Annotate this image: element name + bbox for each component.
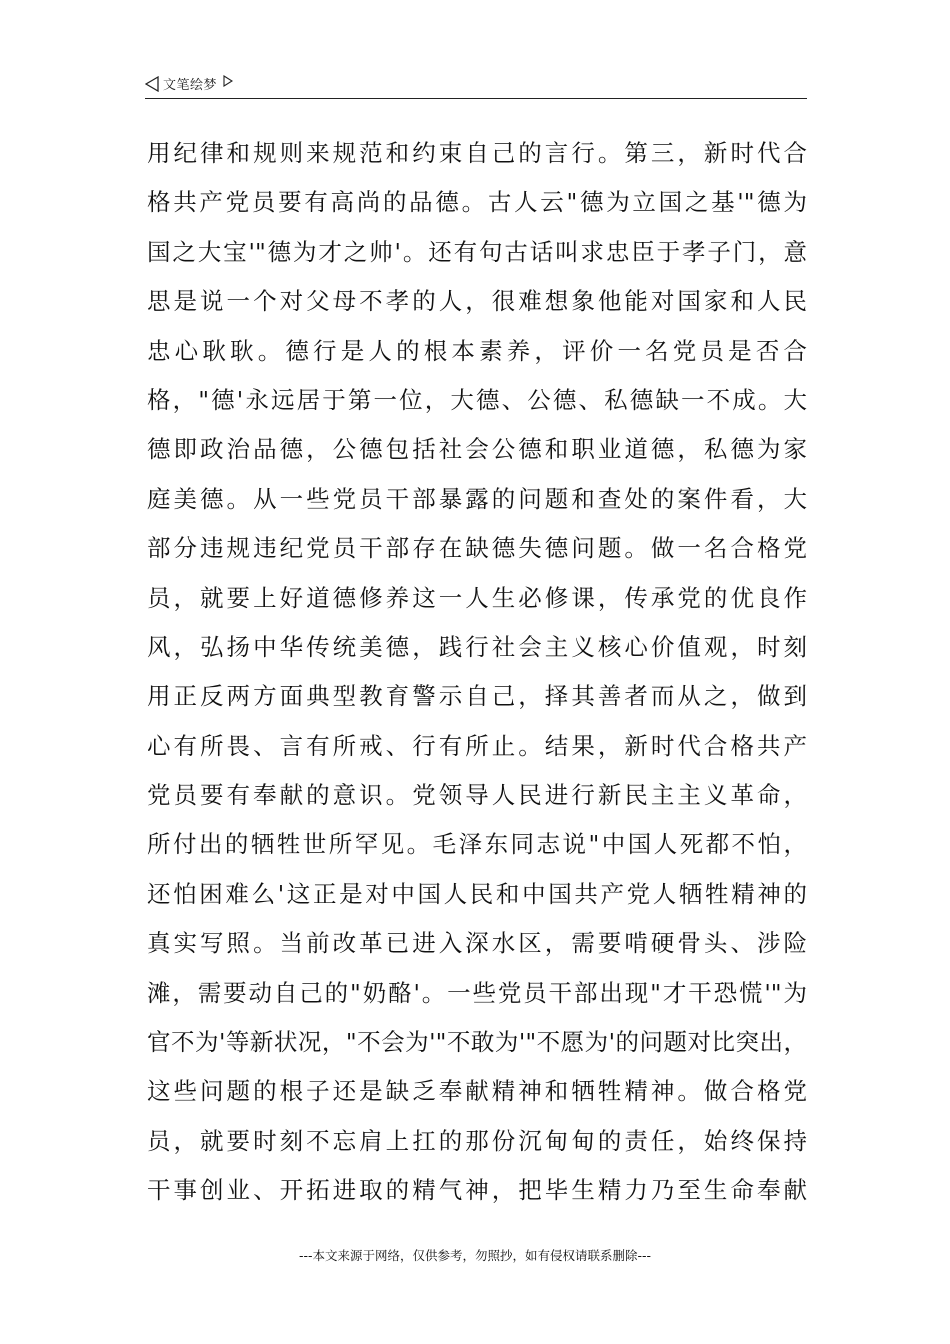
text-line: 所付出的牺牲世所罕见。毛泽东同志说"中国人死都不怕， — [147, 830, 807, 859]
right-triangle-icon — [223, 75, 233, 87]
page-footer: ---本文来源于网络，仅供参考，勿照抄，如有侵权请联系删除--- — [298, 1248, 652, 1263]
text-line: 思是说一个对父母不孝的人，很难想象他能对国家和人民 — [147, 287, 807, 316]
left-triangle-icon — [145, 76, 159, 92]
text-line: 庭美德。从一些党员干部暴露的问题和查处的案件看，大 — [147, 484, 807, 513]
text-line: 德即政治品德，公德包括社会公德和职业道德，私德为家 — [147, 435, 807, 464]
text-line: 部分违规违纪党员干部存在缺德失德问题。做一名合格党 — [147, 534, 807, 563]
document-body — [147, 129, 807, 1216]
text-line: 党员要有奉献的意识。党领导人民进行新民主主义革命， — [147, 781, 807, 810]
text-line: 员，就要时刻不忘肩上扛的那份沉甸甸的责任，始终保持 — [147, 1126, 807, 1155]
text-line: 这些问题的根子还是缺乏奉献精神和牺牲精神。做合格党 — [147, 1077, 807, 1106]
text-line: 风，弘扬中华传统美德，践行社会主义核心价值观，时刻 — [147, 632, 807, 661]
text-line: 忠心耿耿。德行是人的根本素养，评价一名党员是否合 — [147, 336, 807, 365]
text-line: 员，就要上好道德修养这一人生必修课，传承党的优良作 — [147, 583, 807, 612]
text-line: 滩，需要动自己的"奶酪'。一些党员干部出现"才干恐慌'"为 — [147, 978, 807, 1007]
text-line: 用纪律和规则来规范和约束自己的言行。第三，新时代合 — [147, 139, 807, 167]
page-header — [145, 72, 807, 99]
text-line: 干事创业、开拓进取的精气神，把毕生精力乃至生命奉献 — [147, 1176, 807, 1205]
text-line: 格共产党员要有高尚的品德。古人云"德为立国之基'"德为 — [147, 188, 807, 217]
header-title: 文笔绘梦 — [163, 78, 218, 93]
text-line: 官不为'等新状况，"不会为'"不敢为'"不愿为'的问题对比突出， — [147, 1028, 807, 1057]
text-line: 心有所畏、言有所戒、行有所止。结果，新时代合格共产 — [147, 731, 807, 760]
text-line: 还怕困难么'这正是对中国人民和中国共产党人牺牲精神的 — [147, 879, 807, 908]
text-line: 用正反两方面典型教育警示自己，择其善者而从之，做到 — [147, 682, 807, 711]
header-brand — [145, 74, 233, 93]
text-line: 格，"德'永远居于第一位，大德、公德、私德缺一不成。大 — [147, 385, 807, 414]
text-line: 国之大宝'"德为才之帅'。还有句古话叫求忠臣于孝子门，意 — [147, 237, 807, 266]
text-line: 真实写照。当前改革已进入深水区，需要啃硬骨头、涉险 — [147, 929, 807, 958]
